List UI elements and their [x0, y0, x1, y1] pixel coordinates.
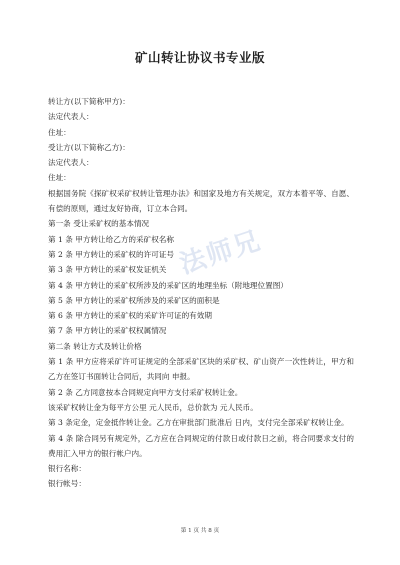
party-a-line: 转让方(以下简称甲方)：	[48, 97, 130, 106]
article-2-3: 第 3 条定金，定金抵作转让金。乙方在审批部门批准后 日内，支付完全部采矿权转让金。	[48, 418, 349, 428]
page-footer: 第 1 页 共 8 页	[180, 528, 220, 534]
article-2-4: 第 4 条 除合同另有规定外，乙方应在合同规定的付款日或付款日之前，将合同要求支付的费用汇入甲方的银行帐户内。	[48, 433, 354, 458]
article-1-4: 第 4 条 甲方转让的采矿权所涉及的采矿区的地理坐标（附地理位置图）	[48, 280, 288, 290]
article-2-2: 第 2 条 乙方同意按本合同规定向甲方支付采矿权转让金。	[48, 387, 243, 397]
preamble-paragraph: 根据国务院《探矿权采矿权转让管理办法》和国家及地方有关规定，双方本着平等、自愿、有偿的原则，通过友好协商，订立本合同。	[48, 188, 354, 214]
party-b-address-line: 住址：	[48, 173, 71, 183]
article-1-6: 第 6 条 甲方转让的采矿权的采矿许可证的有效期	[48, 311, 212, 321]
party-b-representative-line: 法定代表人：	[48, 158, 94, 168]
party-b-line: 受让方(以下简称乙方)：	[48, 142, 130, 152]
party-a-address-line: 住址：	[48, 127, 71, 137]
section-one-heading: 第一条 受让采矿权的基本情况	[48, 219, 150, 229]
section-two-heading: 第二条 转让方式及转让价格	[48, 341, 142, 351]
watermark-text: 法师兄	[176, 225, 266, 281]
article-1-3: 第 3 条 甲方转让的采矿权发证机关	[48, 265, 167, 275]
article-1-2: 第 2 条 甲方转让的采矿权的许可证号	[48, 249, 174, 259]
article-2-1: 第 1 条 甲方应将采矿许可证规定的全部采矿区块的采矿权、矿山资产一次性转让，甲方和乙方在签订书面转让合同后，共同向 申报。	[48, 357, 354, 382]
bank-name-line: 银行名称：	[48, 464, 86, 474]
bank-account-line: 银行帐号：	[48, 479, 86, 489]
party-a-representative-line: 法定代表人：	[48, 112, 94, 122]
article-1-5: 第 5 条 甲方转让的采矿权所涉及的采矿区的面积是	[48, 295, 220, 305]
article-1-7: 第 7 条 甲方转让的采矿权权属情况	[48, 326, 167, 336]
document-body	[48, 94, 354, 492]
article-1-1: 第 1 条 甲方转让给乙方的采矿权名称	[48, 234, 174, 244]
document-title: 矿山转让协议书专业版	[134, 50, 265, 65]
transfer-fee-line: 该采矿权转让金为每平方公里 元人民币，总价款为 元人民币。	[48, 402, 258, 412]
